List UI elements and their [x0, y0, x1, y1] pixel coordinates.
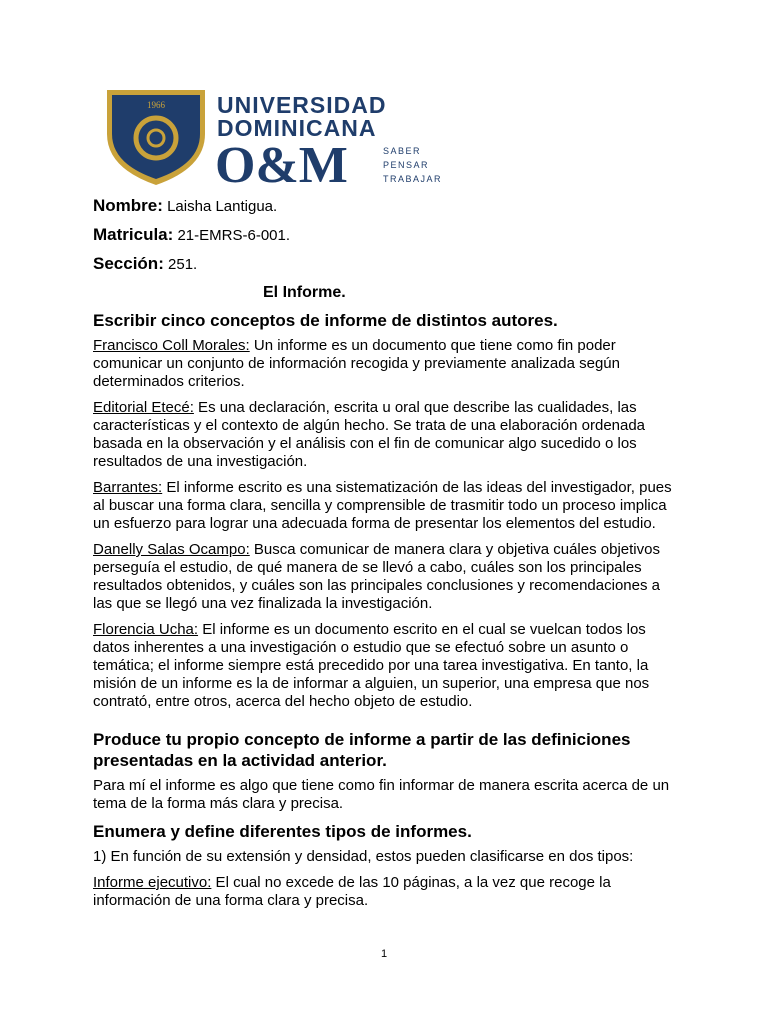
definition-paragraph — [93, 399, 683, 471]
type-name: Informe ejecutivo: — [93, 874, 212, 891]
logo-line2: DOMINICANA — [217, 115, 377, 141]
university-logo — [105, 86, 450, 188]
type-text: El cual no excede de las 10 páginas, a la vez que recoge la información de una forma clara y precisa. — [93, 874, 611, 909]
definition-paragraph — [93, 541, 683, 613]
section2-heading: Produce tu propio concepto de informe a partir de las definiciones presentadas en la actividad anterior. — [93, 730, 631, 770]
field-label: Sección: — [93, 254, 164, 273]
field-value: 21-EMRS-6-001. — [177, 227, 291, 244]
types-intro: 1) En función de su extensión y densidad, estos pueden clasificarse en dos tipos: — [93, 848, 634, 865]
logo-line1: UNIVERSIDAD — [217, 92, 387, 118]
om-logo-graphic — [105, 86, 450, 188]
definition-paragraph — [93, 479, 683, 533]
document-title: El Informe. — [263, 284, 346, 301]
document-content — [93, 196, 683, 918]
logo-motto-3: TRABAJAR — [383, 174, 443, 184]
page-number: 1 — [380, 948, 388, 960]
definition-paragraph — [93, 337, 683, 391]
field-label: Matricula: — [93, 225, 174, 244]
field-label: Nombre: — [93, 196, 163, 215]
student-id — [93, 225, 683, 246]
author-name: Barrantes: — [93, 479, 163, 496]
logo-brand: O&M — [215, 137, 348, 188]
author-name: Editorial Etecé: — [93, 399, 194, 416]
student-section — [93, 254, 683, 275]
section1-heading: Escribir cinco conceptos de informe de distintos autores. — [93, 311, 558, 330]
section3-heading: Enumera y define diferentes tipos de informes. — [93, 822, 472, 841]
author-name: Francisco Coll Morales: — [93, 337, 250, 354]
logo-motto-2: PENSAR — [383, 160, 430, 170]
definition-text: Busca comunicar de manera clara y objetiva cuáles objetivos perseguía el estudio, de qué manera de se llevó a cabo, cuáles son los principales resultados obtenidos, y cuáles son las principales conclusiones y recomendaciones a las que se llegó una vez finalizada la investigación. — [93, 541, 660, 612]
definition-text: Un informe es un documento que tiene como fin poder comunicar un conjunto de información recogida y previamente analizada según determinados criterios. — [93, 337, 620, 390]
field-value: 251. — [168, 256, 198, 273]
student-name — [93, 196, 683, 217]
definition-text: Es una declaración, escrita u oral que describe las cualidades, las características y el contexto de algún hecho. Se trata de una elaboración ordenada basada en la observación y el análisis con el fin de comunicar algo sucedido o los resultados de una investigación. — [93, 399, 646, 470]
definition-paragraph — [93, 621, 683, 711]
logo-motto-1: SABER — [383, 146, 422, 156]
shield-year: 1966 — [147, 100, 165, 110]
author-name: Florencia Ucha: — [93, 621, 199, 638]
type-paragraph — [93, 874, 683, 910]
field-value: Laisha Lantigua. — [167, 198, 278, 215]
own-concept-paragraph: Para mí el informe es algo que tiene como fin informar de manera escrita acerca de un tema de la forma más clara y precisa. — [93, 777, 670, 812]
definition-text: El informe escrito es una sistematización de las ideas del investigador, pues al buscar una forma clara, sencilla y comprensible de trasmitir todo un proceso implica un esfuerzo para lograr una adecuada forma de presentar los elementos del estudio. — [93, 479, 672, 532]
author-name: Danelly Salas Ocampo: — [93, 541, 250, 558]
definition-text: El informe es un documento escrito en el cual se vuelcan todos los datos inherentes a una investigación o estudio que se efectuó sobre un asunto o temática; el informe siempre está precedido por una tarea investigativa. En tanto, la misión de un informe es la de informar a alguien, un superior, una empresa que nos contrató, entre otros, acerca del hecho objeto de estudio. — [93, 621, 650, 710]
